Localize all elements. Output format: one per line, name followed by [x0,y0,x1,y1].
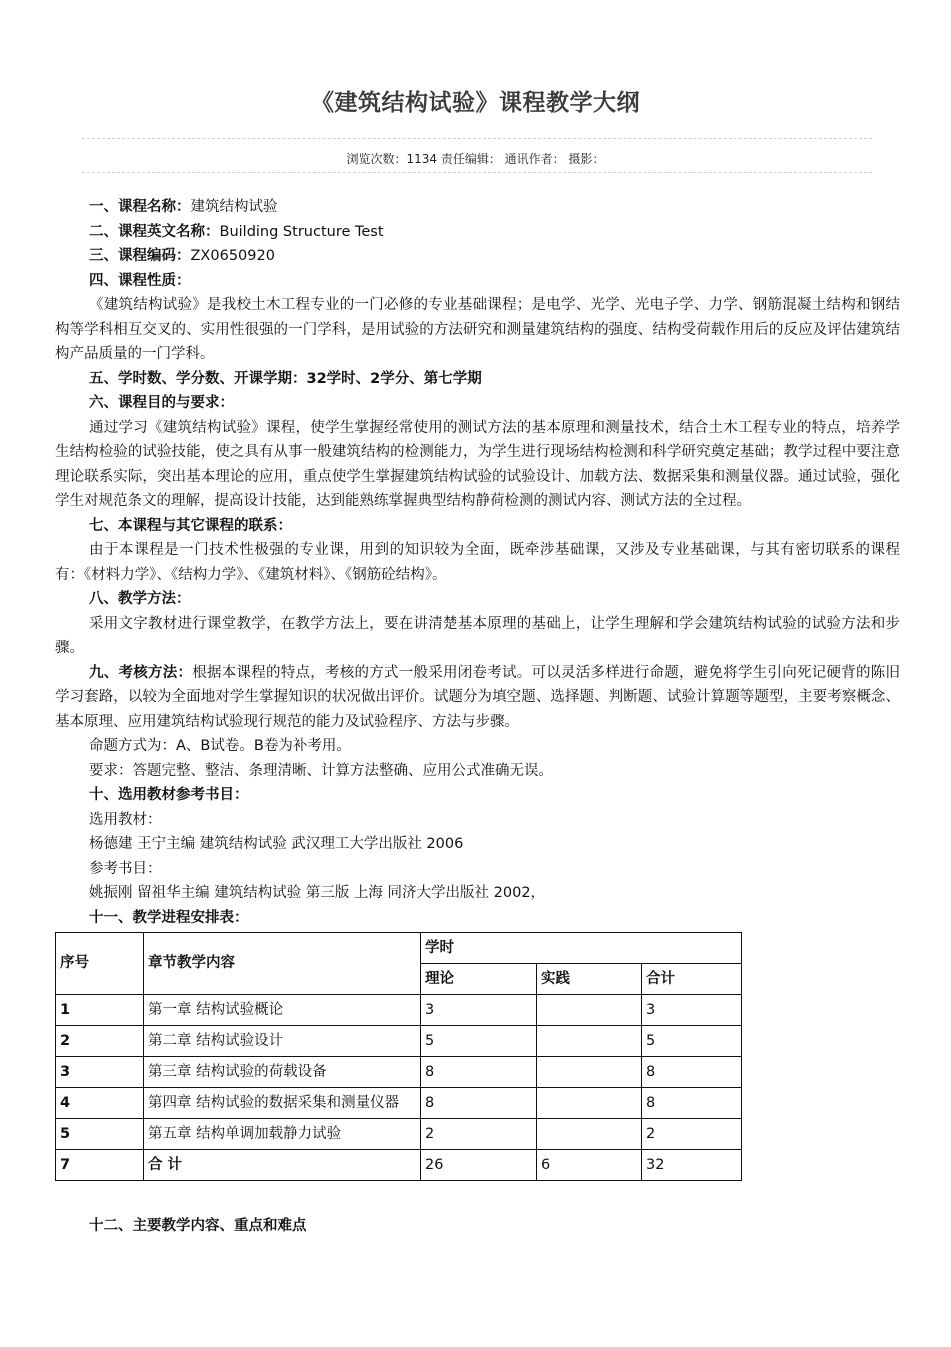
textbook-entry: 杨德建 王宁主编 建筑结构试验 武汉理工大学出版社 2006 [89,836,464,852]
table-row [56,1026,742,1057]
row-total: 3 [642,995,742,1026]
schedule-label: 十一、教学进程安排表： [89,909,249,926]
header-practice: 实践 [537,964,642,995]
textbook-label: 选用教材： [89,811,162,828]
reference-label: 参考书目： [89,860,162,877]
row-total: 8 [642,1057,742,1088]
header-theory: 理论 [421,964,537,995]
row-no: 2 [56,1026,144,1057]
row-total: 8 [642,1088,742,1119]
row-total: 5 [642,1026,742,1057]
sum-no: 7 [56,1150,144,1181]
article-body [55,195,900,1239]
row-practice [537,1119,642,1150]
table-header-row [56,933,742,964]
sum-content: 合 计 [144,1150,421,1181]
row-practice [537,995,642,1026]
exam-requirement-line: 要求：答题完整、整洁、条理清晰、计算方法整确、应用公式准确无误。 [89,762,553,779]
course-english-label: 二、课程英文名称： [89,223,220,240]
course-nature-paragraph: 《建筑结构试验》是我校土木工程专业的一门必修的专业基础课程；是电学、光学、光电子学、力学、钢筋混凝土结构和钢结构等学科相互交叉的、实用性很强的一门学科，是用试验的方法研究和测量建筑结构的强度、结构受荷载作用后的反应及评估建筑结构产品质量的一门学科。 [55,297,900,362]
header-no: 序号 [56,933,144,995]
course-english-value: Building Structure Test [219,223,384,240]
table-row [56,1088,742,1119]
row-content: 第二章 结构试验设计 [144,1026,421,1057]
row-theory: 3 [421,995,537,1026]
exam-method-label: 九、考核方法： [89,664,193,681]
schedule-table [55,932,742,1181]
exam-method-text: 根据本课程的特点，考核的方式一般采用闭卷考试。可以灵活多样进行命题，避免将学生引向死记硬背的陈旧学习套路，以较为全面地对学生掌握知识的状况做出评价。试题分为填空题、选择题、判断题、试验计算题等题型，主要考察概念、基本原理、应用建筑结构试验现行规范的能力及试验程序、方法与步骤。 [55,664,900,730]
course-english-line [55,220,900,245]
row-no: 5 [56,1119,144,1150]
divider-top [82,138,872,139]
sum-theory: 26 [421,1150,537,1181]
row-no: 1 [56,995,144,1026]
page-title: 《建筑结构试验》课程教学大纲 [311,90,640,116]
teaching-method-paragraph: 采用文字教材进行课堂教学，在教学方法上，要在讲清楚基本原理的基础上，让学生理解和学会建筑结构试验的试验方法和步骤。 [55,615,900,656]
row-content: 第五章 结构单调加载静力试验 [144,1119,421,1150]
header-content: 章节教学内容 [144,933,421,995]
table-row [56,995,742,1026]
exam-form-line: 命题方式为：A、B试卷。B卷为补考用。 [89,738,351,754]
course-name-value: 建筑结构试验 [190,199,278,215]
teaching-method-label: 八、教学方法： [89,591,191,607]
article-meta: 浏览次数：1134 责任编辑： 通讯作者： 摄影： [346,152,605,166]
row-theory: 2 [421,1119,537,1150]
row-no: 4 [56,1088,144,1119]
row-practice [537,1088,642,1119]
row-content: 第四章 结构试验的数据采集和测量仪器 [144,1088,421,1119]
course-goal-paragraph: 通过学习《建筑结构试验》课程，使学生掌握经常使用的测试方法的基本原理和测量技术，结合土木工程专业的特点，培养学生结构检验的试验技能，使之具有从事一般建筑结构的检测能力，为学生进行现场结构检测和科学研究奠定基础；教学过程中要注意理论联系实际，突出基本理论的应用，重点使学生掌握建筑结构试验的试验设计、加载方法、数据采集和测量仪器。通过试验，强化学生对规范条文的理解，提高设计技能，达到能熟练掌握典型结构静荷检测的测试内容、测试方法的全过程。 [55,419,900,509]
sum-practice: 6 [537,1150,642,1181]
course-relation-label: 七、本课程与其它课程的联系： [89,517,292,534]
header-hours: 学时 [421,933,742,964]
course-code-value: ZX0650920 [190,248,275,264]
row-practice [537,1057,642,1088]
row-theory: 8 [421,1088,537,1119]
row-theory: 8 [421,1057,537,1088]
header-total: 合计 [642,964,742,995]
course-hours-heading: 五、学时数、学分数、开课学期：32学时、2学分、第七学期 [89,370,482,387]
row-content: 第三章 结构试验的荷载设备 [144,1057,421,1088]
course-nature-label: 四、课程性质： [89,272,191,289]
row-no: 3 [56,1057,144,1088]
section-12-heading: 十二、主要教学内容、重点和难点 [89,1218,307,1234]
course-code-line [55,244,900,269]
sum-total: 32 [642,1150,742,1181]
table-row [56,1119,742,1150]
course-relation-paragraph: 由于本课程是一门技术性极强的专业课，用到的知识较为全面，既牵涉基础课，又涉及专业基础课，与其有密切联系的课程有：《材料力学》、《结构力学》、《建筑材料》、《钢筋砼结构》。 [55,542,900,583]
exam-method-paragraph [55,661,900,735]
row-total: 2 [642,1119,742,1150]
course-name-line [55,195,900,220]
reference-entry: 姚振刚 留祖华主编 建筑结构试验 第三版 上海 同济大学出版社 2002， [89,885,546,901]
course-code-label: 三、课程编码： [89,248,191,264]
course-goal-label: 六、课程目的与要求： [89,395,234,411]
table-row [56,1057,742,1088]
divider-bottom [82,172,872,173]
table-sum-row [56,1150,742,1181]
row-content: 第一章 结构试验概论 [144,995,421,1026]
row-practice [537,1026,642,1057]
textbooks-label: 十、选用教材参考书目： [89,787,249,803]
course-name-label: 一、课程名称： [89,199,191,215]
row-theory: 5 [421,1026,537,1057]
